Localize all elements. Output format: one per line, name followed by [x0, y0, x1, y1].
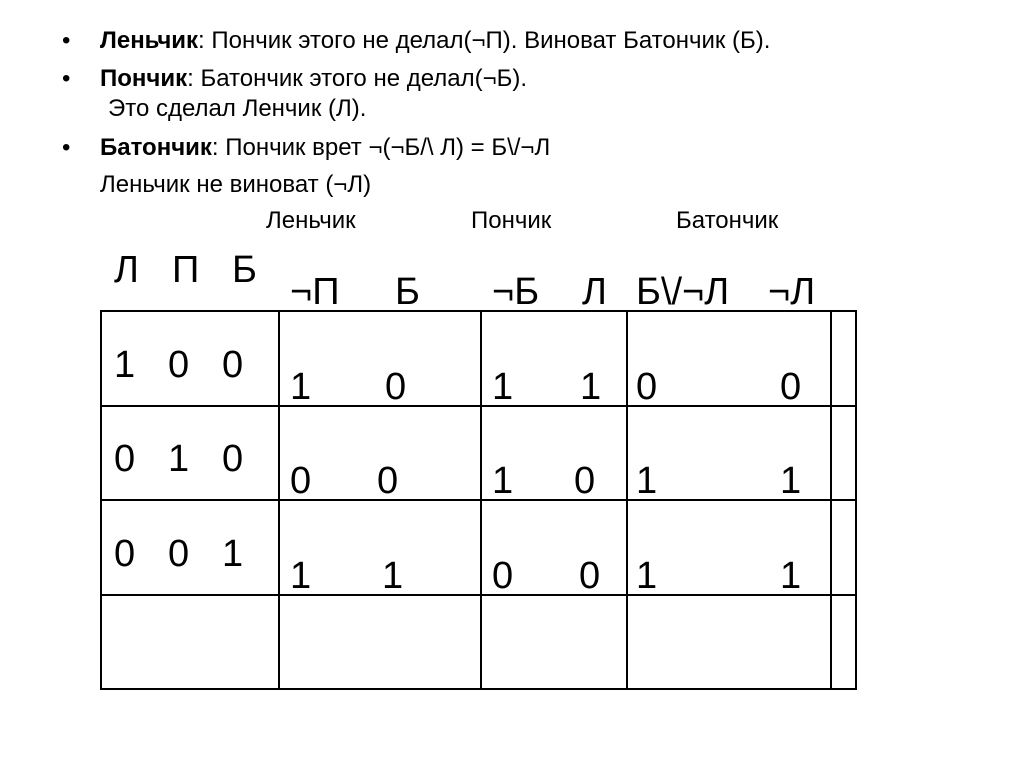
table-row	[101, 595, 856, 690]
cell-value: 1	[580, 365, 602, 408]
statement-lenchik	[100, 26, 770, 56]
statement-text: : Батончик этого не делал(¬Б).	[187, 65, 528, 92]
statement-continuation: Это сделал Ленчик (Л).	[108, 95, 367, 122]
cell-value: 0	[222, 438, 244, 481]
cell-value: 0	[114, 532, 136, 575]
truth-table	[100, 249, 857, 690]
cell-value: Б\/¬Л	[636, 271, 730, 314]
cell-values	[628, 554, 830, 730]
cell-value: 0	[780, 365, 802, 408]
cell-value: ¬П	[290, 271, 340, 314]
cell-value: 0	[168, 343, 190, 386]
cell-value: 0	[377, 460, 399, 503]
cell-value: Б	[232, 249, 257, 292]
cell-value: 1	[636, 460, 658, 503]
cell-value: Л	[114, 249, 139, 292]
statement-text: : Пончик врет ¬(¬Б/\ Л) = Б\/¬Л	[211, 134, 551, 161]
cell-value: 0	[385, 365, 407, 408]
cell-values	[482, 554, 626, 730]
table-cell	[627, 554, 831, 690]
table-cell	[831, 406, 856, 501]
table-cell	[101, 532, 279, 690]
cell-value: Б	[395, 271, 420, 314]
column-group-names	[0, 205, 1024, 237]
cell-value: 0	[492, 554, 514, 597]
cell-value: 1	[290, 554, 312, 597]
cell-value: 0	[290, 460, 312, 503]
cell-value: 1	[636, 554, 658, 597]
speaker-name: Пончик	[100, 65, 188, 92]
cell-value: Л	[582, 271, 607, 314]
cell-value: П	[172, 249, 200, 292]
cell-values	[102, 532, 278, 752]
statement-ponchik	[100, 64, 527, 94]
cell-value: 0	[574, 460, 596, 503]
statement-text: : Пончик этого не делал(¬П). Виноват Батончик (Б).	[198, 27, 771, 54]
cell-value: 1	[114, 343, 136, 386]
statement-batonchik	[100, 133, 550, 163]
cell-value: 1	[222, 532, 244, 575]
table-cell	[481, 554, 627, 690]
bullet-dot: •	[62, 134, 71, 161]
cell-value: 1	[382, 554, 404, 597]
speaker-name: Леньчик	[100, 27, 199, 54]
bullet-dot: •	[62, 65, 71, 92]
cell-value: 1	[780, 460, 802, 503]
group-name-batonchik: Батончик	[676, 207, 779, 234]
table-cell	[831, 595, 856, 690]
cell-value: 1	[492, 460, 514, 503]
group-name-ponchik: Пончик	[471, 207, 552, 234]
cell-value: 0	[579, 554, 601, 597]
cell-value: 1	[492, 365, 514, 408]
cell-value: 0	[168, 532, 190, 575]
cell-value: 0	[222, 343, 244, 386]
cell-value: ¬Л	[768, 271, 816, 314]
cell-value: ¬Б	[492, 271, 540, 314]
bullet-dot: •	[62, 27, 71, 54]
statement-continuation: Леньчик не виноват (¬Л)	[100, 171, 372, 198]
speaker-name: Батончик	[100, 134, 212, 161]
cell-value: 0	[636, 365, 658, 408]
cell-value: 1	[780, 554, 802, 597]
group-name-lenchik: Леньчик	[266, 207, 356, 234]
cell-value: 1	[290, 365, 312, 408]
cell-values	[280, 554, 480, 730]
table-cell	[831, 311, 856, 406]
cell-value: 1	[168, 438, 190, 481]
table-cell	[279, 554, 481, 690]
cell-value: 0	[114, 438, 136, 481]
table-cell	[831, 500, 856, 595]
